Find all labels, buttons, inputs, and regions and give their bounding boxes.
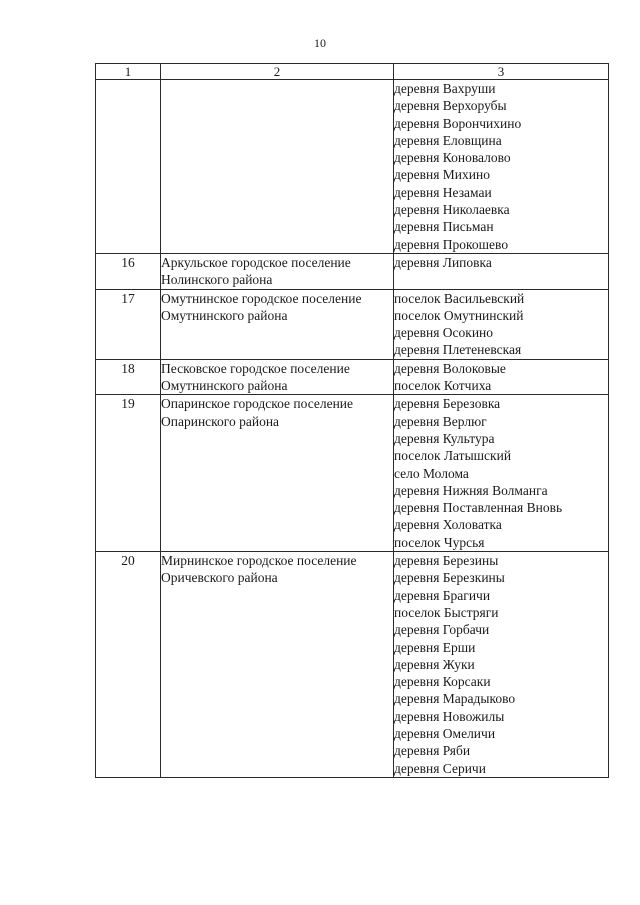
settlement-item: деревня Корсаки xyxy=(394,674,491,690)
table-row xyxy=(96,359,609,395)
settlements-list xyxy=(394,80,609,254)
settlement-item: поселок Быстряги xyxy=(394,604,499,620)
table-row xyxy=(96,552,609,778)
settlement-item: деревня Культура xyxy=(394,430,495,446)
settlement-item: деревня Волоковые xyxy=(394,360,506,376)
settlement-item: поселок Латышский xyxy=(394,448,512,464)
settlement-item: деревня Холоватка xyxy=(394,517,502,533)
settlement-item: поселок Котчиха xyxy=(394,378,492,394)
municipality-name: Мирнинское городское поселение Оричевского района xyxy=(161,552,394,778)
settlement-item: деревня Нижняя Волманга xyxy=(394,482,548,498)
municipality-name: Опаринское городское поселение Опаринского района xyxy=(161,395,394,552)
table-header-row xyxy=(96,64,609,80)
settlement-item: деревня Коновалово xyxy=(394,150,511,166)
settlement-item: деревня Поставленная Вновь xyxy=(394,500,563,516)
row-number: 20 xyxy=(96,552,161,778)
settlement-item: деревня Михино xyxy=(394,167,490,183)
settlement-item: деревня Николаевка xyxy=(394,202,510,218)
row-number xyxy=(96,80,161,254)
settlement-item: деревня Осокино xyxy=(394,325,494,341)
settlement-item: деревня Письман xyxy=(394,219,494,235)
settlement-item: деревня Ерши xyxy=(394,639,476,655)
municipality-name: Песковское городское поселение Омутнинского района xyxy=(161,359,394,395)
row-number: 18 xyxy=(96,359,161,395)
settlement-item: деревня Ворончихино xyxy=(394,115,522,131)
row-number: 19 xyxy=(96,395,161,552)
settlements-table xyxy=(95,63,609,778)
table-row xyxy=(96,253,609,289)
settlement-item: деревня Верлюг xyxy=(394,413,487,429)
settlements-list xyxy=(394,552,609,778)
settlements-list xyxy=(394,253,609,289)
settlement-item: деревня Березкины xyxy=(394,570,505,586)
settlement-item: деревня Верхорубы xyxy=(394,98,507,114)
settlement-item: деревня Жуки xyxy=(394,656,475,672)
settlement-item: деревня Брагичи xyxy=(394,587,491,603)
settlement-item: поселок Васильевский xyxy=(394,290,525,306)
table-row xyxy=(96,289,609,359)
settlement-item: деревня Еловщина xyxy=(394,132,502,148)
settlement-item: деревня Новожилы xyxy=(394,708,505,724)
row-number: 17 xyxy=(96,289,161,359)
settlements-list xyxy=(394,289,609,359)
settlement-item: деревня Липовка xyxy=(394,254,492,270)
table-row xyxy=(96,80,609,254)
settlement-item: село Молома xyxy=(394,465,469,481)
settlement-item: деревня Прокошево xyxy=(394,236,509,252)
column-header-3: 3 xyxy=(394,64,609,80)
municipality-name: Омутнинское городское поселение Омутнинского района xyxy=(161,289,394,359)
settlement-item: деревня Ряби xyxy=(394,743,471,759)
settlement-item: поселок Омутнинский xyxy=(394,307,524,323)
settlement-item: деревня Марадыково xyxy=(394,691,516,707)
settlement-item: деревня Горбачи xyxy=(394,622,490,638)
settlement-item: деревня Незамаи xyxy=(394,184,492,200)
settlement-item: деревня Омеличи xyxy=(394,725,496,741)
settlement-item: деревня Березины xyxy=(394,553,499,569)
column-header-2: 2 xyxy=(161,64,394,80)
settlement-item: деревня Березовка xyxy=(394,396,501,412)
settlements-list xyxy=(394,359,609,395)
municipality-name xyxy=(161,80,394,254)
settlement-item: деревня Вахруши xyxy=(394,81,496,96)
row-number: 16 xyxy=(96,253,161,289)
settlement-item: деревня Плетеневская xyxy=(394,342,522,358)
settlements-list xyxy=(394,395,609,552)
column-header-1: 1 xyxy=(96,64,161,80)
settlement-item: деревня Серичи xyxy=(394,760,486,776)
page-number: 10 xyxy=(314,36,326,50)
settlement-item: поселок Чурсья xyxy=(394,534,485,550)
table-row xyxy=(96,395,609,552)
municipality-name: Аркульское городское поселение Нолинского района xyxy=(161,253,394,289)
